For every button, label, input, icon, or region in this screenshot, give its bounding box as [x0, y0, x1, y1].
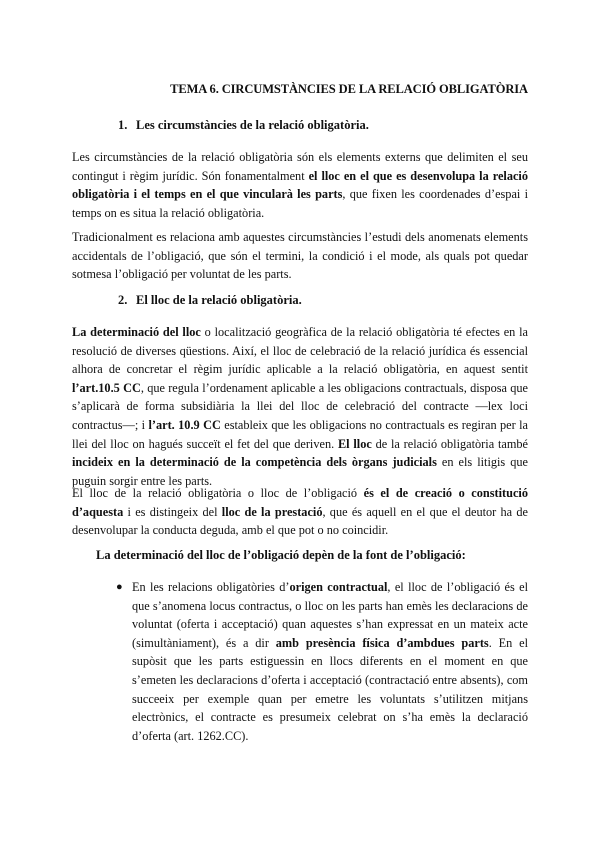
text-run: . En el supòsit que les parts estiguessin en llocs diferents en el moment en que s’emeten les declaracions d’oferta i acceptació (contractació entre absents), com succeeix per exemple quan per emetre les voluntats s’utilitzen mitjans electrònics, el contracte es presumeix celebrat on s’ha emès la declaració d’oferta (art. 1262.CC).	[132, 635, 528, 743]
text-run: Les circumstàncies de la relació obligatòria són els elements externs que delimiten el seu contingut i règim jurídic. Són fonamentalment	[72, 150, 528, 183]
list-item	[96, 578, 528, 745]
text-run: , que és aquell en el que el deutor ha de desenvolupar la conducta deguda, amb el que pot o no coincidir.	[72, 504, 528, 538]
section-2-number: 2.	[118, 293, 128, 307]
paragraph-place-determination	[72, 323, 528, 490]
bold-run: La determinació del lloc	[72, 325, 201, 339]
bullet-text-contractual-origin	[132, 578, 528, 745]
section-1-heading-text: Les circumstàncies de la relació obligatòria.	[136, 118, 369, 132]
section-1-heading	[118, 118, 369, 133]
section-2-heading-text: El lloc de la relació obligatòria.	[136, 293, 302, 307]
text-run: El lloc de la relació obligatòria o lloc de l’obligació	[72, 486, 364, 500]
bold-run: origen contractual	[289, 580, 388, 594]
text-run: estableix que les obligacions no contractuals es regiran per la llei del lloc on hagués succeït el fet del que deriven.	[72, 417, 529, 451]
text-run: , el lloc de l’obligació és el que s’anomena locus contractus, o lloc on les parts han emès les declaracions de voluntat (oferta i acceptació) quan aquestes s’han expressat en un mateix acte (simultàniament), és a dir	[132, 580, 528, 650]
text-run: o localització geogràfica de la relació obligatòria té efectes en la resolució de diverses qüestions. Així, el lloc de celebració de la relació jurídica és essencial alhora de concretar el règim jurídic aplicable a la relació obligatòria, en aquest sentit	[72, 325, 528, 377]
paragraph-circumstances-definition	[72, 148, 528, 222]
text-run: , que fixen les coordenades d’espai i temps on es situa la relació obligatòria.	[72, 187, 528, 220]
text-run: , que regula l’ordenament aplicable a les obligacions contractuals, disposa que s’aplicarà de forma subsidiària la llei del lloc de celebració del contracte —lex loci contractus—; i	[72, 380, 528, 432]
bold-run: l’art.10.5 CC	[72, 380, 141, 395]
bold-run: l’art. 10.9 CC	[148, 417, 221, 432]
section-2-heading	[118, 293, 302, 308]
text-run: en els litigis que puguin sorgir entre les parts.	[72, 455, 528, 488]
subheading-source-of-obligation: La determinació del lloc de l’obligació depèn de la font de l’obligació:	[96, 548, 466, 562]
section-1-number: 1.	[118, 118, 128, 132]
paragraph-place-of-obligation	[72, 484, 528, 540]
bold-run: lloc de la prestació	[221, 504, 323, 519]
bold-run: és el de creació o constitució d’aquesta	[72, 486, 528, 519]
bullet-icon: ●	[116, 581, 123, 593]
bold-run: amb presència física d’ambdues parts	[275, 635, 489, 650]
bold-run: el lloc en el que es desenvolupa la relació obligatòria i el temps en el que vincularà les parts	[72, 168, 528, 202]
bold-run: El lloc	[337, 436, 372, 451]
bold-run: incideix en la determinació de la competència dels òrgans judicials	[72, 455, 437, 470]
paragraph-accidental-elements: Tradicionalment es relaciona amb aquestes circumstàncies l’estudi dels anomenats elements accidentals de l’obligació, que són el termini, la condició i el mode, als quals pot quedar sotmesa l’obligació per voluntat de les parts.	[72, 230, 528, 282]
document-title: TEMA 6. CIRCUMSTÀNCIES DE LA RELACIÓ OBLIGATÒRIA	[170, 82, 528, 96]
text-run: de la relació obligatòria també	[371, 436, 528, 451]
text-run: En les relacions obligatòries d’	[132, 580, 290, 594]
text-run: i es distingeix del	[123, 504, 222, 519]
